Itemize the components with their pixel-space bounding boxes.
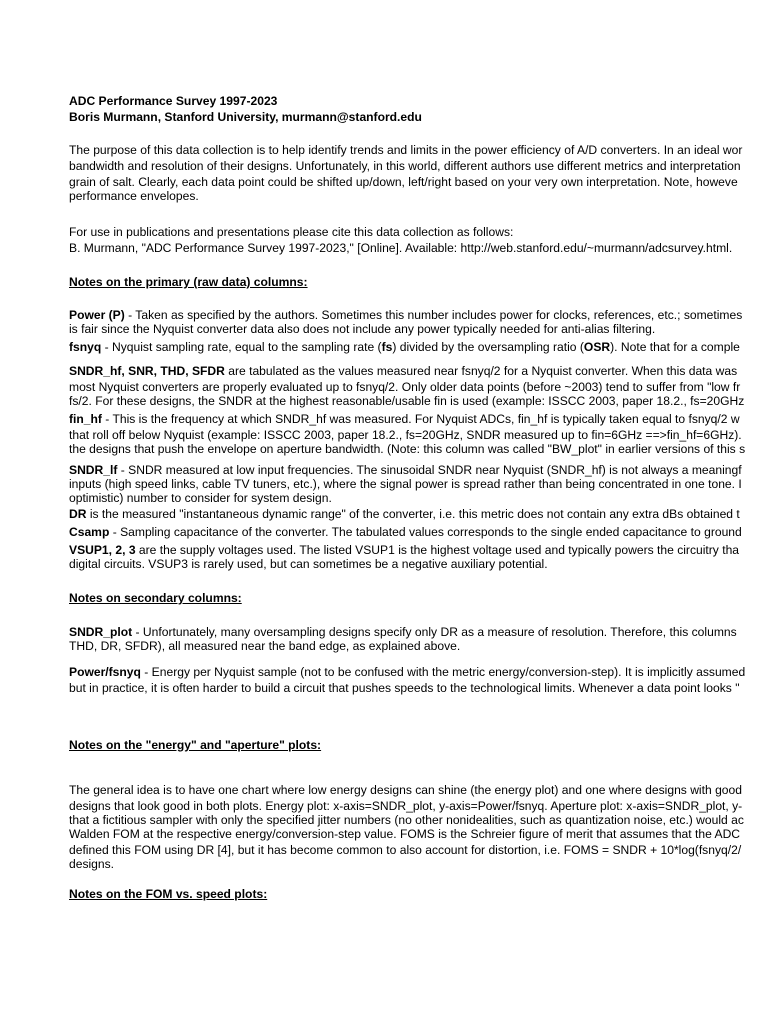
document-author: Boris Murmann, Stanford University, murmann@stanford.edu [69,110,422,124]
term-fin-hf: fin_hf [69,412,102,426]
note-text: THD, DR, SFDR), all measured near the band edge, as explained above. [69,639,461,653]
note-text: most Nyquist converters are properly evaluated up to fsnyq/2. Only older data points (before ~2003) tend to suffer from "low fr [69,380,741,394]
term-sndr-plot: SNDR_plot [69,625,133,639]
note-text: digital circuits. VSUP3 is rarely used, but can sometimes be a negative auxiliary potential. [69,557,548,571]
term-fsnyq: fsnyq [69,340,102,354]
note-text: but in practice, it is often harder to build a circuit that pushes speeds to the technological limits. Whenever a data point looks " [69,681,740,695]
section-heading-primary: Notes on the primary (raw data) columns: [69,275,308,289]
intro-line: The purpose of this data collection is to help identify trends and limits in the power efficiency of A/D converters. In an ideal wor [69,143,743,157]
note-dr [69,508,740,522]
intro-line: bandwidth and resolution of their designs. Unfortunately, in this world, different authors use different metrics and interpretation [69,159,741,173]
note-text: - Taken as specified by the authors. Sometimes this number includes power for clocks, references, etc.; sometimes [124,308,743,322]
note-text: - Unfortunately, many oversampling designs specify only DR as a measure of resolution. Therefore, this columns [132,625,737,639]
citation-line: B. Murmann, "ADC Performance Survey 1997-2023," [Online]. Available: http://web.stanford.edu/~murmann/adcsurvey.html. [69,241,733,255]
general-line: The general idea is to have one chart where low energy designs can shine (the energy plot) and one where designs with good [69,783,742,797]
term-vsup: VSUP1, 2, 3 [69,543,136,557]
note-text: that roll off below Nyquist (example: ISSCC 2003, paper 18.2., fs=20GHz, SNDR measured up to fin=6GHz ==>fin_hf=6GHz). [69,428,742,442]
general-line: designs that look good in both plots. Energy plot: x-axis=SNDR_plot, y-axis=Power/fsnyq. Aperture plot: x-axis=SNDR_plot, y- [69,799,743,813]
note-text: - Nyquist sampling rate, equal to the sampling rate ( [101,340,382,354]
note-text: the designs that push the envelope on aperture bandwidth. (Note: this column was called "BW_plot" in earlier versions of this s [69,442,746,456]
term-osr: OSR [583,340,611,354]
note-text: ). Note that for a comple [610,340,740,354]
intro-line: performance envelopes. [69,189,199,203]
note-text: are tabulated as the values measured near fsnyq/2 for a Nyquist converter. When this data was [224,364,738,378]
term-power-fsnyq: Power/fsnyq [69,665,141,679]
note-text: is fair since the Nyquist converter data also does not include any power typically needed for anti-alias filtering. [69,322,656,336]
term-sndr-hf: SNDR_hf, SNR, THD, SFDR [69,364,225,378]
term-fs: fs [381,340,393,354]
section-heading-fom: Notes on the FOM vs. speed plots: [69,887,268,901]
note-text: - Energy per Nyquist sample (not to be confused with the metric energy/conversion-step). It is implicitly assumed [140,665,746,679]
general-line: Walden FOM at the respective energy/conversion-step value. FOMS is the Schreier figure of merit that assumes that the ADC [69,827,741,841]
general-line: that a fictitious sampler with only the specified jitter numbers (no other nonidealities, such as quantization noise, etc.) would ac [69,813,744,827]
note-text: - Sampling capacitance of the converter. The tabulated values corresponds to the single ended capacitance to ground [109,525,742,539]
term-csamp: Csamp [69,525,110,539]
note-text: are the supply voltages used. The listed VSUP1 is the highest voltage used and typically powers the circuitry tha [135,543,740,557]
general-line: defined this FOM using DR [4], but it has become common to also account for distortion, i.e. FOMS = SNDR + 10*log(fsnyq/2/ [69,843,742,857]
note-text: - This is the frequency at which SNDR_hf was measured. For Nyquist ADCs, fin_hf is typically taken equal to fsnyq/2 w [101,412,740,426]
note-text: fs/2. For these designs, the SNDR at the highest reasonable/usable fin is used (example: ISSCC 2003, paper 18.2., fs=20GHz [69,394,745,408]
general-line: designs. [69,857,115,871]
document-title: ADC Performance Survey 1997-2023 [69,94,278,108]
note-text: ) divided by the oversampling ratio ( [392,340,584,354]
note-text: - SNDR measured at low input frequencies. The sinusoidal SNDR near Nyquist (SNDR_hf) is not always a meaningf [117,463,742,477]
note-text: optimistic) number to consider for system design. [69,491,332,505]
term-sndr-lf: SNDR_lf [69,463,118,477]
note-csamp [69,526,742,540]
section-heading-secondary: Notes on secondary columns: [69,591,242,605]
term-power: Power (P) [69,308,125,322]
section-heading-energy: Notes on the "energy" and "aperture" plots: [69,738,322,752]
note-fsnyq [69,341,740,355]
note-text: is the measured "instantaneous dynamic range" of the converter, i.e. this metric does not contain any extra dBs obtained t [86,507,740,521]
intro-line: grain of salt. Clearly, each data point could be shifted up/down, left/right based on your very own interpretation. Note, howeve [69,175,738,189]
term-dr: DR [69,507,87,521]
citation-line: For use in publications and presentations please cite this data collection as follows: [69,225,514,239]
note-text: inputs (high speed links, cable TV tuners, etc.), where the signal power is spread rather than being concentrated in one tone. I [69,477,742,491]
